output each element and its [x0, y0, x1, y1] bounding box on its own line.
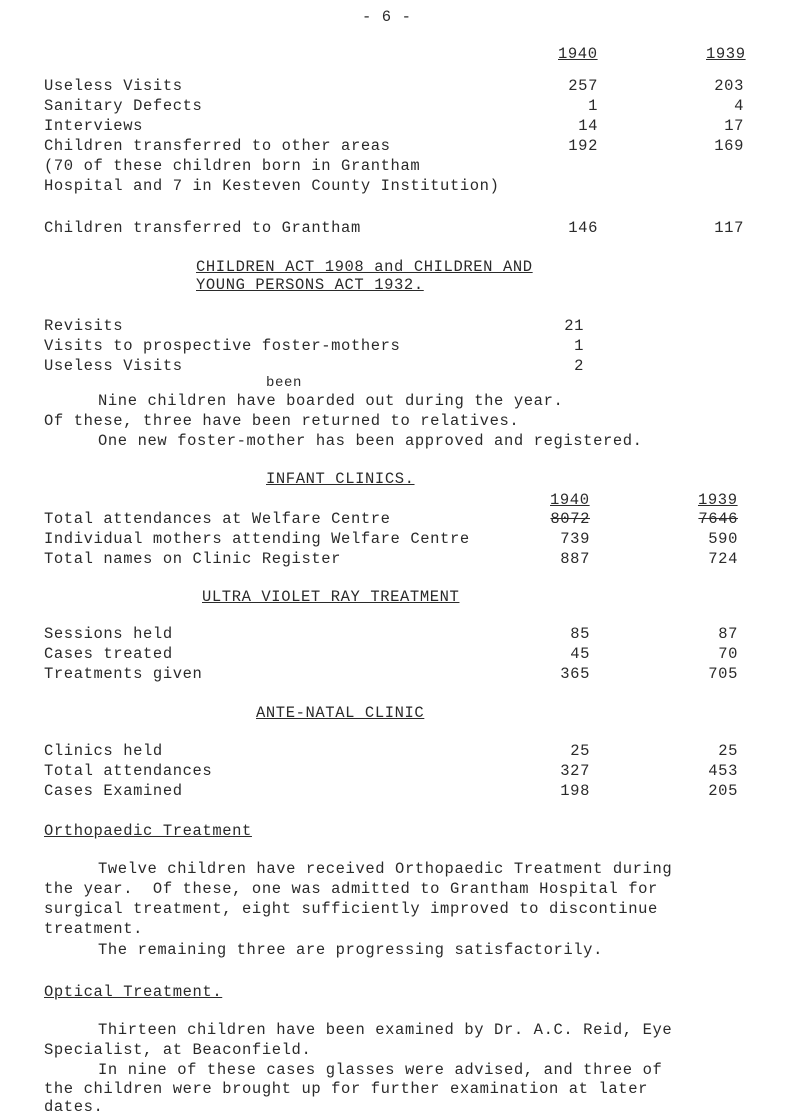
- text-line: surgical treatment, eight sufficiently improved to discontinue: [44, 900, 658, 918]
- year-header-1940: 1940: [558, 45, 598, 63]
- row-value-1940: 146: [568, 219, 598, 237]
- row-value-1940: 8072: [550, 510, 590, 528]
- row-label: Individual mothers attending Welfare Centre: [44, 530, 470, 548]
- row-value-1939: 453: [708, 762, 738, 780]
- year-header-1939: 1939: [706, 45, 746, 63]
- row-label: Cases Examined: [44, 782, 183, 800]
- section-heading: ULTRA VIOLET RAY TREATMENT: [202, 588, 460, 606]
- row-label: Sanitary Defects: [44, 97, 203, 115]
- row-value: 21: [564, 317, 584, 335]
- row-value-1940: 257: [568, 77, 598, 95]
- text-line: In nine of these cases glasses were advised, and three of: [98, 1061, 663, 1079]
- row-label: Revisits: [44, 317, 124, 335]
- row-label: Children transferred to Grantham: [44, 219, 361, 237]
- row-value-1939: 705: [708, 665, 738, 683]
- text-line: Nine children have boarded out during the year.: [98, 392, 564, 410]
- row-value-1940: 365: [560, 665, 590, 683]
- row-label: Visits to prospective foster-mothers: [44, 337, 401, 355]
- text-line: Of these, three have been returned to relatives.: [44, 412, 520, 430]
- row-value: 2: [574, 357, 584, 375]
- section-heading: YOUNG PERSONS ACT 1932.: [196, 276, 424, 294]
- section-heading: ANTE-NATAL CLINIC: [256, 704, 425, 722]
- row-value-1940: 887: [560, 550, 590, 568]
- row-value-1939: 25: [718, 742, 738, 760]
- row-label: Total names on Clinic Register: [44, 550, 342, 568]
- text-line: Twelve children have received Orthopaedic Treatment during: [98, 860, 673, 878]
- text-line: The remaining three are progressing satisfactorily.: [98, 941, 603, 959]
- row-value-1940: 25: [570, 742, 590, 760]
- row-value: 1: [574, 337, 584, 355]
- row-value-1940: 198: [560, 782, 590, 800]
- row-value-1940: 45: [570, 645, 590, 663]
- row-value-1939: 724: [708, 550, 738, 568]
- text-line: dates.: [44, 1098, 104, 1116]
- inserted-word: been: [266, 375, 303, 391]
- text-line: treatment.: [44, 920, 144, 938]
- row-label: Cases treated: [44, 645, 173, 663]
- section-heading: Orthopaedic Treatment: [44, 822, 252, 840]
- row-value-1939: 590: [708, 530, 738, 548]
- section-heading: Optical Treatment.: [44, 983, 223, 1001]
- row-value-1939: 117: [714, 219, 744, 237]
- row-label: Treatments given: [44, 665, 203, 683]
- row-label: Clinics held: [44, 742, 163, 760]
- row-value-1940: 85: [570, 625, 590, 643]
- row-value-1939: 4: [734, 97, 744, 115]
- row-label: Total attendances at Welfare Centre: [44, 510, 391, 528]
- row-value-1939: 205: [708, 782, 738, 800]
- row-value-1940: 14: [578, 117, 598, 135]
- year-header-1940: 1940: [550, 491, 590, 509]
- row-label: Sessions held: [44, 625, 173, 643]
- row-value-1939: 87: [718, 625, 738, 643]
- row-value-1940: 739: [560, 530, 590, 548]
- text-line: the children were brought up for further examination at later: [44, 1080, 648, 1098]
- row-label: Useless Visits: [44, 357, 183, 375]
- row-value-1940: 192: [568, 137, 598, 155]
- text-line: Specialist, at Beaconfield.: [44, 1041, 312, 1059]
- page-number: - 6 -: [362, 8, 412, 26]
- row-value-1940: 1: [588, 97, 598, 115]
- year-header-1939: 1939: [698, 491, 738, 509]
- row-value-1940: 327: [560, 762, 590, 780]
- row-value-1939: 203: [714, 77, 744, 95]
- row-value-1939: 70: [718, 645, 738, 663]
- note-line: Hospital and 7 in Kesteven County Institution): [44, 177, 500, 195]
- section-heading: CHILDREN ACT 1908 and CHILDREN AND: [196, 258, 533, 276]
- note-line: (70 of these children born in Grantham: [44, 157, 421, 175]
- text-line: One new foster-mother has been approved and registered.: [98, 432, 643, 450]
- row-value-1939: 17: [724, 117, 744, 135]
- text-line: the year. Of these, one was admitted to Grantham Hospital for: [44, 880, 658, 898]
- row-label: Interviews: [44, 117, 144, 135]
- section-heading: INFANT CLINICS.: [266, 470, 415, 488]
- row-label: Useless Visits: [44, 77, 183, 95]
- row-label: Total attendances: [44, 762, 213, 780]
- row-label: Children transferred to other areas: [44, 137, 391, 155]
- text-line: Thirteen children have been examined by Dr. A.C. Reid, Eye: [98, 1021, 673, 1039]
- row-value-1939: 169: [714, 137, 744, 155]
- row-value-1939: 7646: [698, 510, 738, 528]
